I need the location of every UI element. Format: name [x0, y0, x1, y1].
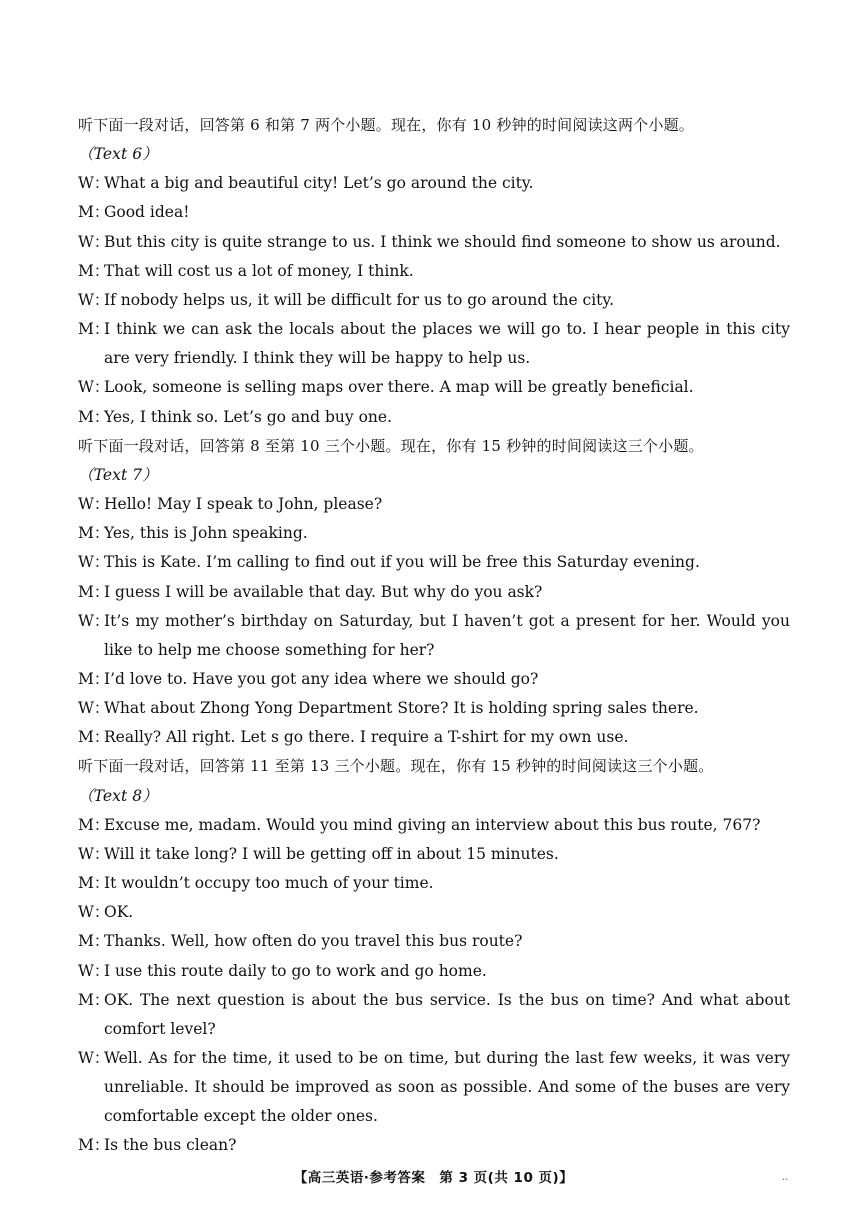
speaker-label: M： — [78, 203, 110, 222]
dialogue-turn — [78, 986, 790, 1044]
utterance-text: It’s my mother’s birthday on Saturday, but I haven’t got a present for her. Would you like to help me choose something for her? — [104, 611, 790, 659]
speaker-label: W： — [78, 232, 110, 251]
corner-mark: .. — [782, 1172, 789, 1183]
speaker-label: M： — [78, 874, 110, 893]
dialogue-turn — [78, 1044, 790, 1131]
dialogue-turn — [78, 198, 790, 227]
dialogue-turn — [78, 578, 790, 607]
dialogue-turn — [78, 519, 790, 548]
utterance-text: I think we can ask the locals about the places we will go to. I hear people in this city are very friendly. I think they will be happy to help us. — [104, 320, 790, 368]
utterance-text: What a big and beautiful city! Let’s go around the city. — [104, 174, 534, 193]
text-label: （Text 6） — [78, 145, 158, 164]
section-instruction: 听下面一段对话，回答第 8 至第 10 三个小题。现在，你有 15 秒钟的时间阅读这三个小题。 — [78, 436, 704, 455]
speaker-label: M： — [78, 582, 110, 601]
page-footer: 【高三英语·参考答案 第 3 页(共 10 页)】 — [293, 1170, 574, 1186]
dialogue-turn — [78, 869, 790, 898]
speaker-label: M： — [78, 261, 110, 280]
dialogue-turn — [78, 1131, 790, 1160]
speaker-label: M： — [78, 815, 110, 834]
dialogue-turn — [78, 898, 790, 927]
speaker-label: W： — [78, 699, 110, 718]
dialogue-turn — [78, 694, 790, 723]
utterance-text: Really? All right. Let s go there. I require a T-shirt for my own use. — [104, 728, 629, 747]
speaker-label: W： — [78, 378, 110, 397]
utterance-text: I use this route daily to go to work and go home. — [104, 961, 487, 980]
dialogue-turn — [78, 957, 790, 986]
utterance-text: Yes, I think so. Let’s go and buy one. — [104, 407, 393, 426]
utterance-text: Hello! May I speak to John, please? — [104, 495, 383, 514]
dialogue-turn — [78, 607, 790, 665]
dialogue-turn — [78, 169, 790, 198]
utterance-text: This is Kate. I’m calling to find out if you will be free this Saturday evening. — [104, 553, 700, 572]
utterance-text: I guess I will be available that day. But why do you ask? — [104, 582, 543, 601]
text-label: （Text 8） — [78, 786, 158, 805]
speaker-label: M： — [78, 669, 110, 688]
dialogue-turn — [78, 228, 790, 257]
speaker-label: W： — [78, 844, 110, 863]
speaker-label: W： — [78, 495, 110, 514]
utterance-text: What about Zhong Yong Department Store? It is holding spring sales there. — [104, 699, 699, 718]
listening-transcript — [78, 111, 790, 1161]
utterance-text: Thanks. Well, how often do you travel this bus route? — [104, 932, 523, 951]
dialogue-turn — [78, 286, 790, 315]
dialogue-turn — [78, 723, 790, 752]
speaker-label: M： — [78, 728, 110, 747]
dialogue-turn — [78, 811, 790, 840]
speaker-label: W： — [78, 961, 110, 980]
speaker-label: M： — [78, 932, 110, 951]
section-instruction: 听下面一段对话，回答第 11 至第 13 三个小题。现在，你有 15 秒钟的时间阅读这三个小题。 — [78, 757, 714, 776]
speaker-label: W： — [78, 290, 110, 309]
speaker-label: W： — [78, 553, 110, 572]
utterance-text: If nobody helps us, it will be difficult for us to go around the city. — [104, 290, 615, 309]
utterance-text: OK. The next question is about the bus service. Is the bus on time? And what about comfort level? — [104, 990, 790, 1038]
speaker-label: M： — [78, 1136, 110, 1155]
utterance-text: But this city is quite strange to us. I think we should find someone to show us around. — [104, 232, 781, 251]
speaker-label: W： — [78, 903, 110, 922]
dialogue-turn — [78, 840, 790, 869]
dialogue-turn — [78, 927, 790, 956]
utterance-text: Well. As for the time, it used to be on time, but during the last few weeks, it was very unreliable. It should be improved as soon as possible. And some of the buses are very comfortable except the older ones. — [104, 1049, 790, 1126]
utterance-text: Look, someone is selling maps over there. A map will be greatly beneficial. — [104, 378, 694, 397]
dialogue-turn — [78, 257, 790, 286]
utterance-text: Good idea! — [104, 203, 190, 222]
utterance-text: Is the bus clean? — [104, 1136, 237, 1155]
utterance-text: Yes, this is John speaking. — [104, 524, 308, 543]
speaker-label: M： — [78, 407, 110, 426]
text-label: （Text 7） — [78, 465, 158, 484]
dialogue-turn — [78, 548, 790, 577]
dialogue-turn — [78, 373, 790, 402]
speaker-label: W： — [78, 611, 110, 630]
speaker-label: M： — [78, 320, 110, 339]
utterance-text: I’d love to. Have you got any idea where we should go? — [104, 669, 539, 688]
utterance-text: OK. — [104, 903, 134, 922]
section-instruction: 听下面一段对话，回答第 6 和第 7 两个小题。现在，你有 10 秒钟的时间阅读这两个小题。 — [78, 116, 694, 134]
speaker-label: W： — [78, 1049, 110, 1067]
utterance-text: Excuse me, madam. Would you mind giving an interview about this bus route, 767? — [104, 815, 761, 834]
dialogue-turn — [78, 665, 790, 694]
utterance-text: It wouldn’t occupy too much of your time. — [104, 874, 434, 893]
dialogue-turn — [78, 315, 790, 373]
utterance-text: That will cost us a lot of money, I think. — [104, 261, 414, 280]
utterance-text: Will it take long? I will be getting off in about 15 minutes. — [104, 844, 559, 863]
speaker-label: W： — [78, 174, 110, 193]
speaker-label: M： — [78, 524, 110, 543]
dialogue-turn — [78, 490, 790, 519]
dialogue-turn — [78, 403, 790, 432]
speaker-label: M： — [78, 990, 110, 1009]
